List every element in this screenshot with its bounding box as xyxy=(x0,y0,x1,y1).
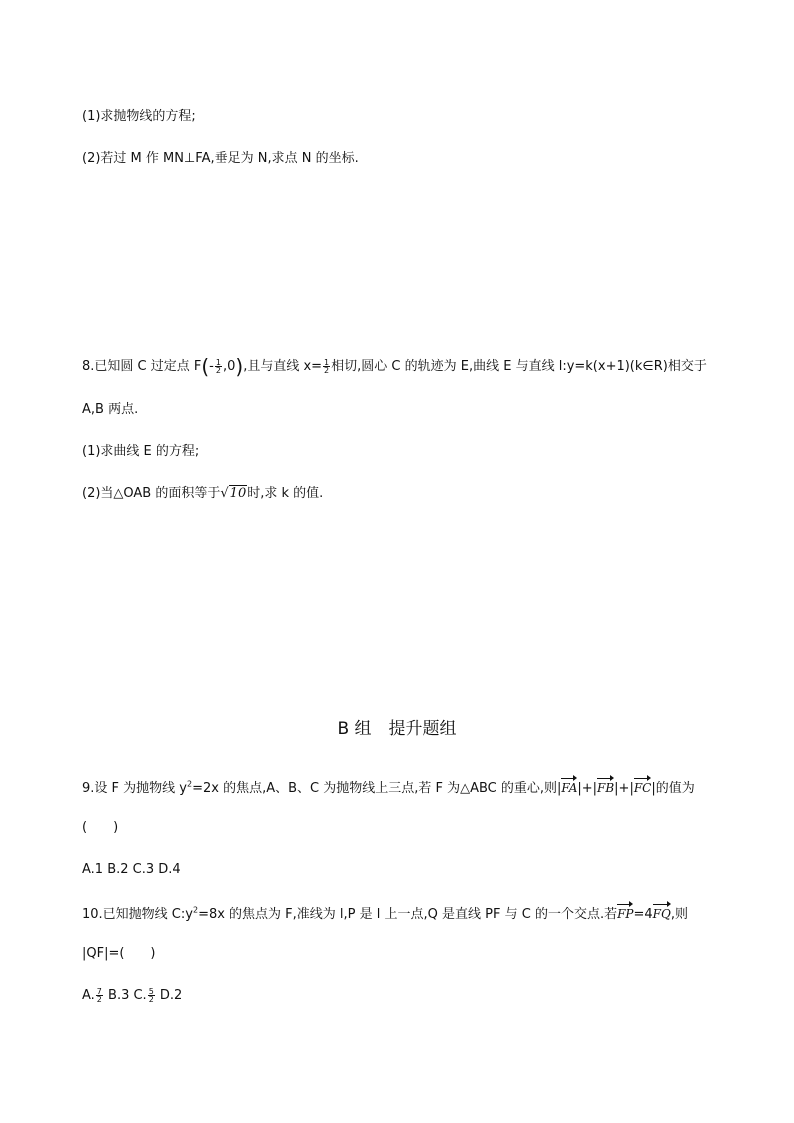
q8-f-den: 2 xyxy=(215,366,221,375)
q8-f-sign: - xyxy=(209,359,214,374)
q7-part1: (1)求抛物线的方程; xyxy=(82,109,196,124)
q10-stem-c: ,则 xyxy=(670,907,688,922)
q9-stem-a: 9.设 F 为抛物线 y xyxy=(82,781,187,796)
q10-option-c-fraction xyxy=(148,988,155,1003)
q10-stem xyxy=(82,903,688,924)
q8-stem-a: 8.已知圆 C 过定点 F xyxy=(82,359,202,374)
q9-options: A.1 B.2 C.3 D.4 xyxy=(82,862,181,877)
q10-mid: =4 xyxy=(633,907,653,922)
q9-stem-b: =2x 的焦点,A、B、C 为抛物线上三点,若 F 为△ABC 的重心,则| xyxy=(192,781,562,796)
q8-x-den: 2 xyxy=(324,366,330,375)
q9-exponent: 2 xyxy=(186,779,193,789)
q10-option-a-label: A. xyxy=(82,988,95,1003)
q9-stem-c: |的值为 xyxy=(651,781,695,796)
section-heading: B 组 提升题组 xyxy=(337,719,457,739)
vector-fq: FQ xyxy=(653,903,671,923)
q10-option-b-c-label: B.3 C. xyxy=(103,988,147,1003)
q9-sep2: |+| xyxy=(614,781,634,796)
q8-right-paren: ) xyxy=(235,354,244,379)
q8-stem-c: 相切,圆心 C 的轨迹为 E,曲线 E 与直线 l:y=k(x+1)(k∈R)相交于 xyxy=(331,359,707,374)
q8-part1: (1)求曲线 E 的方程; xyxy=(82,444,200,459)
q10-option-a-num: 7 xyxy=(96,987,102,996)
q8-stem-b: ,且与直线 x= xyxy=(243,359,323,374)
q10-option-a-den: 2 xyxy=(96,995,102,1004)
q8-x-num: 1 xyxy=(324,358,330,367)
q9-sep1: |+| xyxy=(577,781,598,796)
q8-part2-b: 时,求 k 的值. xyxy=(247,486,324,501)
q10-option-c-den: 2 xyxy=(148,995,154,1004)
q8-part2-a: (2)当△OAB 的面积等于 xyxy=(82,486,221,501)
vector-fa: FA xyxy=(561,777,577,797)
q8-left-paren: ( xyxy=(201,354,210,379)
q10-options xyxy=(82,987,182,1005)
q8-stem-line2: A,B 两点. xyxy=(82,402,139,417)
vector-fb: FB xyxy=(597,777,614,797)
q9-stem xyxy=(82,777,695,798)
q8-f-fraction xyxy=(215,359,222,374)
q8-x-fraction xyxy=(323,359,330,374)
vector-fc: FC xyxy=(634,777,652,797)
q10-option-d-label: D.2 xyxy=(155,988,183,1003)
q8-stem xyxy=(82,354,707,379)
q10-exponent: 2 xyxy=(192,905,199,915)
q10-stem-a: 10.已知抛物线 C:y xyxy=(82,907,193,922)
q10-stem-b: =8x 的焦点为 F,准线为 l,P 是 l 上一点,Q 是直线 PF 与 C 的一个交点.若 xyxy=(198,907,618,922)
sqrt-expression: √10 xyxy=(220,486,247,501)
sqrt-radicand: 10 xyxy=(229,486,247,501)
vector-fp: FP xyxy=(617,903,633,923)
q8-f-post: ,0 xyxy=(222,359,236,374)
q8-part2 xyxy=(82,485,323,503)
q7-part2: (2)若过 M 作 MN⊥FA,垂足为 N,求点 N 的坐标. xyxy=(82,151,359,166)
q10-option-a-fraction xyxy=(96,988,103,1003)
q9-answer-blank: ( ) xyxy=(82,820,119,835)
q8-f-num: 1 xyxy=(215,358,221,367)
q10-option-c-num: 5 xyxy=(148,987,154,996)
q10-stem-line2: |QF|=( ) xyxy=(82,946,156,961)
